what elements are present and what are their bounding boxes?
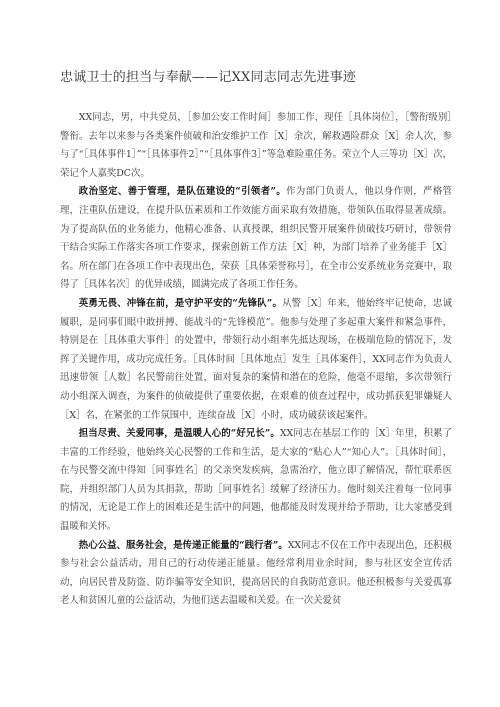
paragraph-body: XX同志在基层工作的［X］年里，积累了丰富的工作经验，他始终关心民警的工作和生活，是大家的“贴心人”“知心人”。［具体时间］，在与民警交流中得知［同事姓名］的父亲突发疾病，急需治疗，他立即了解情况，帮忙联系医院，并组织部门人员为其捐款，帮助［同事姓名］缓解了经济压力。他时刻关注着每一位同事的情况，无论是工作上的困难还是生活中的问题，他都能及时发现并给予帮助，让大家感受到温暖和关怀。 — [60, 428, 452, 533]
section-paragraph-care — [60, 425, 452, 537]
paragraph-body: XX同志不仅在工作中表现出色，还积极参与社会公益活动，用自己的行动传递正能量。他经常利用业余时间，参与社区安全宣传活动，向居民普及防盗、防诈骗等安全知识，提高居民的自我防范意识。他还积极参与关爱孤寡老人和贫困儿童的公益活动，为他们送去温暖和关爱。在一次关爱贫 — [60, 539, 452, 607]
section-paragraph-courage — [60, 295, 452, 425]
section-paragraph-charity — [60, 537, 452, 611]
document-title: 忠诚卫士的担当与奉献——记XX同志同志先进事迹 — [60, 70, 357, 85]
paragraph-lead: 政治坚定、善于管理，是队伍建设的“引领者”。 — [78, 186, 287, 198]
paragraph-body: 作为部门负责人，他以身作则，严格管理，注重队伍建设，在提升队伍素质和工作效能方面采取有效措施，带领队伍取得显著成绩。为了提高队伍的业务能力，他精心准备、认真授课，组织民警开展案件侦破技巧研讨，带领骨干结合实际工作落实各项工作要求，探索创新工作方法［X］种，为部门培养了业务能手［X］名。所在部门在各项工作中表现出色，荣获［具体荣誉称号］，在全市公安系统业务竞赛中，取得了［具体名次］的优异成绩，圆满完成了各项工作任务。 — [60, 186, 452, 291]
paragraph-body: XX同志，男，中共党员，［参加公安工作时间］参加工作，现任［具体岗位］，［警衔级别］警衔。去年以来参与各类案件侦破和治安维护工作［X］余次，解救遇险群众［X］余人次，参与了“［具体事件1］”“［具体事件2］”“［具体事件3］”等急难险重任务。荣立个人三等功［X］次，荣记个人嘉奖DC次。 — [60, 112, 452, 179]
section-paragraph-leadership — [60, 183, 452, 295]
paragraph-lead: 担当尽责、关爱同事，是温暖人心的“好兄长”。 — [78, 428, 280, 440]
paragraph-body: 从警［X］年来，他始终牢记使命，忠诚履职，是同事们眼中敢拼搏、能战斗的“先锋模范”。他参与处理了多起重大案件和紧急事件，特别是在［具体重大事件］的处置中，带领行动小组率先抵达现场，在极端危险的情况下，发挥了关键作用，成功完成任务。［具体时间［具体地点］发生［具体案件］，XX同志作为负责人迅速带领［人数］名民警前往处置，面对复杂的案情和潜在的危险，他毫不退缩，多次带领行动小组深入调查，为案件的侦破提供了重要依据，在艰难的侦查过程中，成功抓获犯罪嫌疑人［X］名，在紧张的工作氛围中，连续奋战［X］小时，成功破获该起案件。 — [60, 297, 452, 421]
paragraph-lead: 热心公益、服务社会，是传递正能量的“践行者”。 — [78, 539, 288, 551]
paragraph-lead: 英勇无畏、冲锋在前，是守护平安的“先锋队”。 — [78, 297, 283, 309]
intro-paragraph — [60, 109, 452, 183]
